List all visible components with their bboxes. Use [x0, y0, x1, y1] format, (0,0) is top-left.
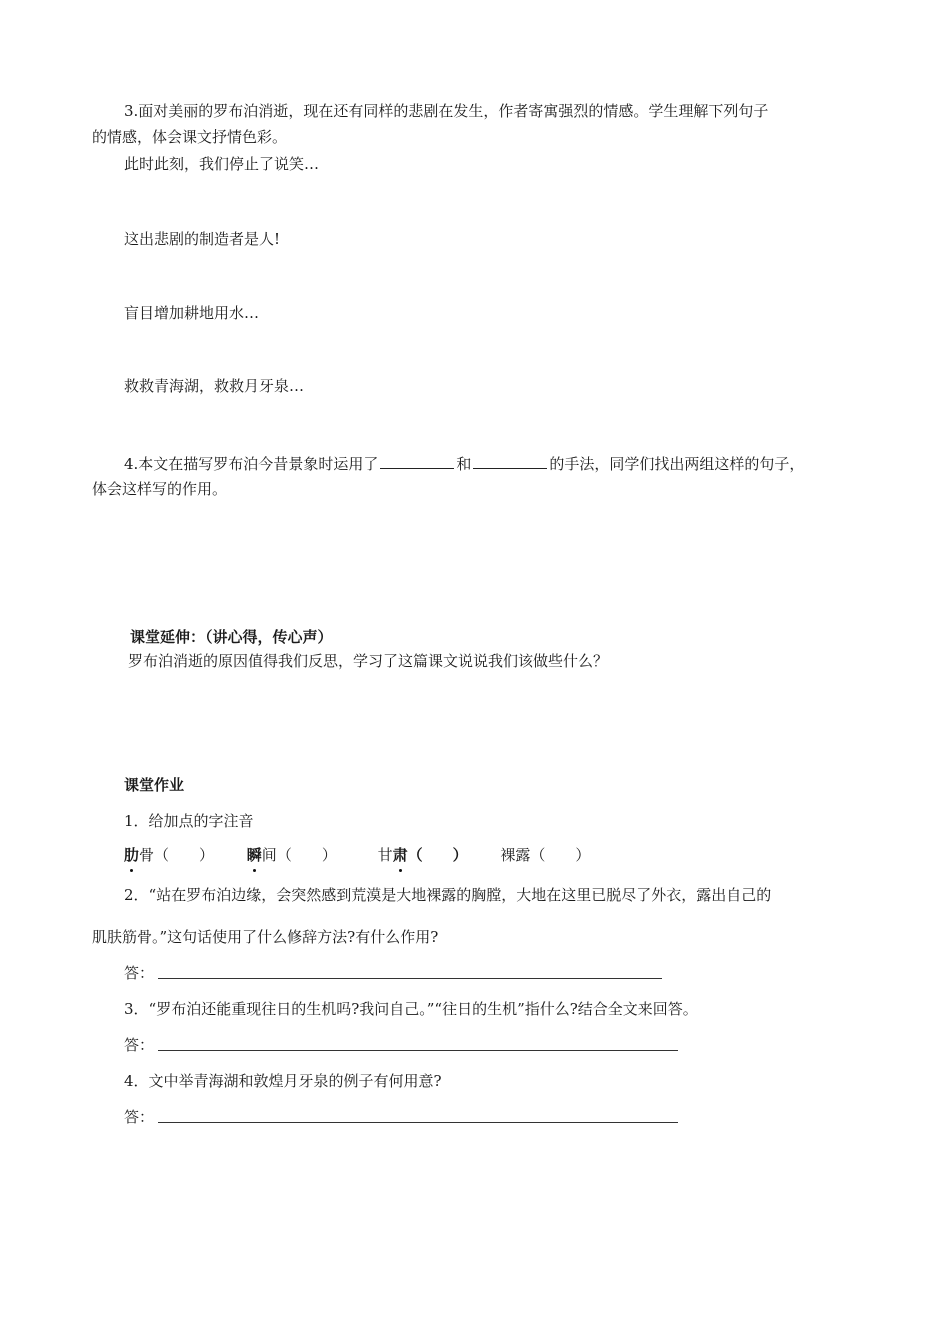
dotted-char: 肋 — [124, 846, 140, 864]
fill-blank-2[interactable] — [473, 452, 547, 469]
q4-text-part1: 4.本文在描写罗布泊今昔景象时运用了 — [124, 455, 379, 473]
pinyin-item-1: 肋骨（ ） — [124, 846, 215, 864]
answer-paren[interactable]: （ ） — [407, 846, 468, 864]
sentence-3: 盲目增加耕地用水… — [124, 304, 260, 322]
answer-label-q2: 答： — [124, 964, 155, 982]
q4-text-part2: 和 — [456, 455, 472, 473]
answer-paren[interactable]: （ ） — [276, 846, 337, 864]
dotted-char: 瞬 — [246, 846, 262, 864]
pinyin-row — [124, 844, 590, 866]
extension-question: 罗布泊消逝的原因值得我们反思，学习了这篇课文说说我们该做些什么？ — [128, 652, 609, 670]
answer-line-q2[interactable] — [158, 978, 662, 979]
homework-q1: 1．给加点的字注音 — [124, 812, 254, 830]
answer-label-q4: 答： — [124, 1108, 155, 1126]
q4-prompt-line2: 体会这样写的作用。 — [92, 480, 228, 498]
sentence-2: 这出悲剧的制造者是人! — [124, 230, 281, 248]
answer-line-q4[interactable] — [158, 1122, 678, 1123]
homework-q2-line2: 肌肤筋骨。”这句话使用了什么修辞方法?有什么作用? — [92, 928, 439, 946]
sentence-4: 救救青海湖，救救月牙泉… — [124, 377, 305, 395]
answer-label-q3: 答： — [124, 1036, 155, 1054]
answer-paren[interactable]: （ ） — [154, 846, 215, 864]
pinyin-item-4: 裸露（ ） — [500, 846, 591, 864]
homework-heading: 课堂作业 — [124, 776, 185, 794]
sentence-1: 此时此刻，我们停止了说笑… — [124, 155, 320, 173]
q3-prompt-line1: 3.面对美丽的罗布泊消逝，现在还有同样的悲剧在发生，作者寄寓强烈的情感。学生理解下列句子 — [124, 102, 769, 120]
fill-blank-1[interactable] — [380, 452, 454, 469]
extension-heading: 课堂延伸：（讲心得，传心声） — [130, 628, 333, 646]
homework-q4: 4．文中举青海湖和敦煌月牙泉的例子有何用意? — [124, 1072, 442, 1090]
q4-prompt-line1 — [124, 452, 804, 475]
homework-q3: 3．“罗布泊还能重现往日的生机吗?我问自己。”“往日的生机”指什么?结合全文来回答。 — [124, 1000, 698, 1018]
q4-text-part3: 的手法，同学们找出两组这样的句子， — [549, 455, 805, 473]
q3-prompt-line2: 的情感，体会课文抒情色彩。 — [92, 128, 288, 146]
homework-q2-line1: 2．“站在罗布泊边缘，会突然感到荒漠是大地裸露的胸膛，大地在这里已脱尽了外衣，露出自己的 — [124, 886, 772, 904]
answer-line-q3[interactable] — [158, 1050, 678, 1051]
pinyin-item-2: 瞬间（ ） — [246, 846, 337, 864]
dotted-char: 肃 — [392, 846, 408, 864]
answer-paren[interactable]: （ ） — [530, 846, 591, 864]
pinyin-item-3: 甘肃（ ） — [377, 846, 468, 864]
